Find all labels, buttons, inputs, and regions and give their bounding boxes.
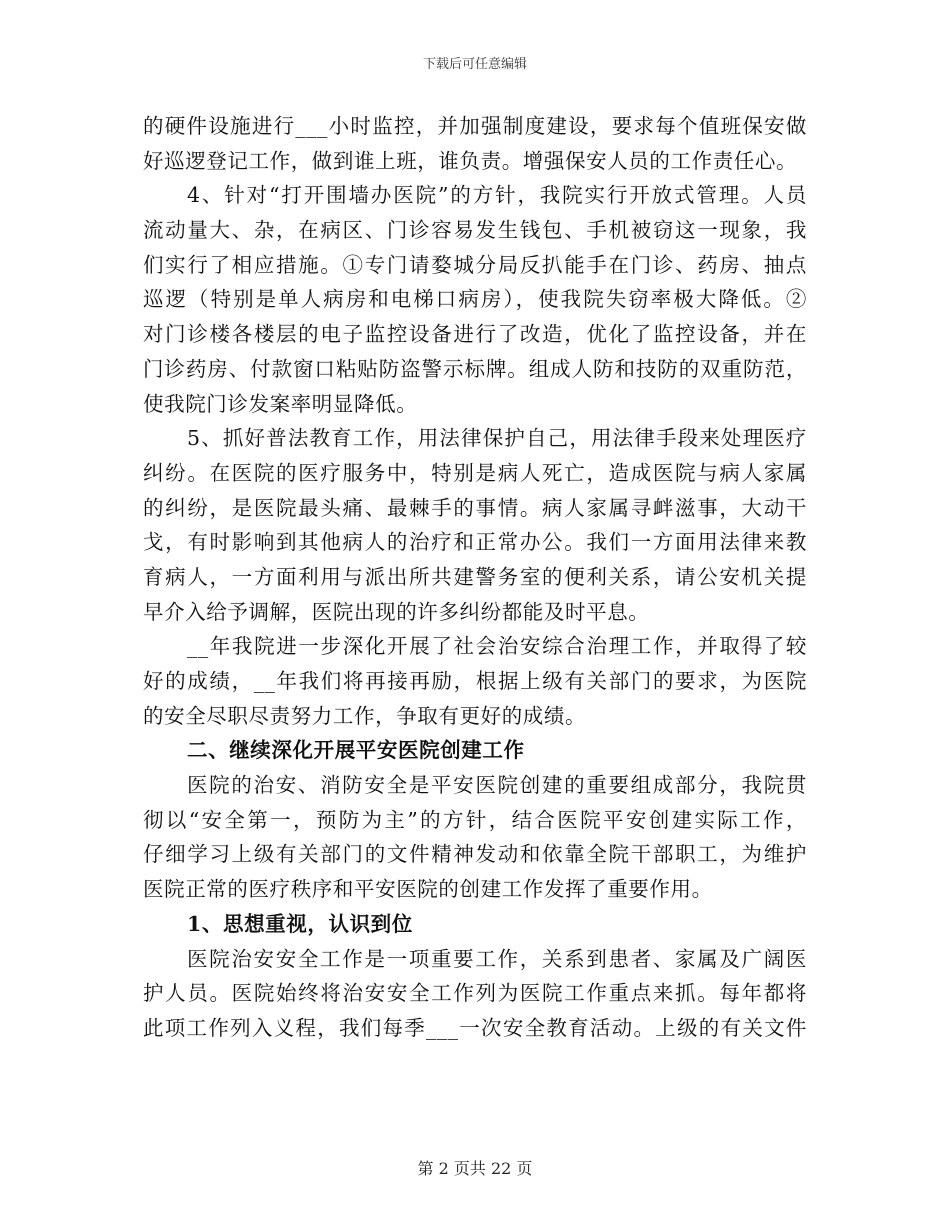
paragraph-line: 4、针对“打开围墙办医院”的方针，我院实行开放式管理。人员 (187, 183, 807, 208)
paragraph-line: 们实行了相应措施。①专门请婺城分局反扒能手在门诊、药房、抽点 (143, 252, 807, 277)
paragraph-line: 好巡逻登记工作，做到谁上班，谁负责。增强保安人员的工作责任心。 (143, 148, 798, 173)
paragraph-line: 护人员。医院始终将治安安全工作列为医院工作重点来抓。每年都将 (143, 981, 807, 1006)
paragraph-line: 门诊药房、付款窗口粘贴防盗警示标牌。组成人防和技防的双重防范， (143, 356, 807, 381)
document-body (143, 109, 807, 1046)
paragraph-line: 医院的治安、消防安全是平安医院创建的重要组成部分，我院贯 (187, 773, 807, 798)
paragraph-line: __年我院进一步深化开展了社会治安综合治理工作，并取得了较 (187, 634, 807, 659)
paragraph-line: 彻以“安全第一，预防为主”的方针，结合医院平安创建实际工作， (143, 807, 807, 832)
page-footer: 第 2 页共 22 页 (417, 1159, 533, 1178)
paragraph-line: 戈，有时影响到其他病人的治疗和正常办公。我们一方面用法律来教 (143, 530, 807, 555)
subsection-heading: 1、思想重视，认识到位 (187, 911, 413, 936)
paragraph-line: 流动量大、杂，在病区、门诊容易发生钱包、手机被窃这一现象，我 (143, 218, 807, 243)
paragraph-line: 早介入给予调解，医院出现的许多纠纷都能及时平息。 (143, 599, 650, 624)
paragraph-line: 纠纷。在医院的医疗服务中，特别是病人死亡，造成医院与病人家属 (143, 460, 807, 485)
paragraph-line: 的硬件设施进行___小时监控，并加强制度建设，要求每个值班保安做 (143, 114, 807, 138)
paragraph-line: 此项工作列入义程，我们每季___一次安全教育活动。上级的有关文件 (143, 1015, 807, 1040)
paragraph-line: 的纠纷，是医院最头痛、最棘手的事情。病人家属寻衅滋事，大动干 (143, 495, 807, 520)
paragraph-line: 使我院门诊发案率明显降低。 (143, 391, 418, 416)
page-header: 下载后可任意编辑 (422, 57, 527, 72)
paragraph-line: 仔细学习上级有关部门的文件精神发动和依靠全院干部职工，为维护 (143, 842, 807, 867)
paragraph-line: 5、抓好普法教育工作，用法律保护自己，用法律手段来处理医疗 (187, 426, 807, 451)
paragraph-line: 的安全尽职尽责努力工作，争取有更好的成绩。 (143, 703, 587, 728)
paragraph-line: 医院治安安全工作是一项重要工作，关系到患者、家属及广阔医 (187, 946, 807, 971)
paragraph-line: 巡逻（特别是单人病房和电梯口病房），使我院失窃率极大降低。② (143, 287, 807, 312)
paragraph-line: 对门诊楼各楼层的电子监控设备进行了改造，优化了监控设备，并在 (143, 322, 807, 347)
paragraph-line: 医院正常的医疗秩序和平安医院的创建工作发挥了重要作用。 (143, 877, 713, 902)
paragraph-line: 好的成绩，__年我们将再接再励，根据上级有关部门的要求，为医院 (143, 669, 807, 693)
paragraph-line: 育病人，一方面利用与派出所共建警务室的便利关系，请公安机关提 (143, 564, 807, 589)
section-heading: 二、继续深化开展平安医院创建工作 (187, 738, 525, 763)
